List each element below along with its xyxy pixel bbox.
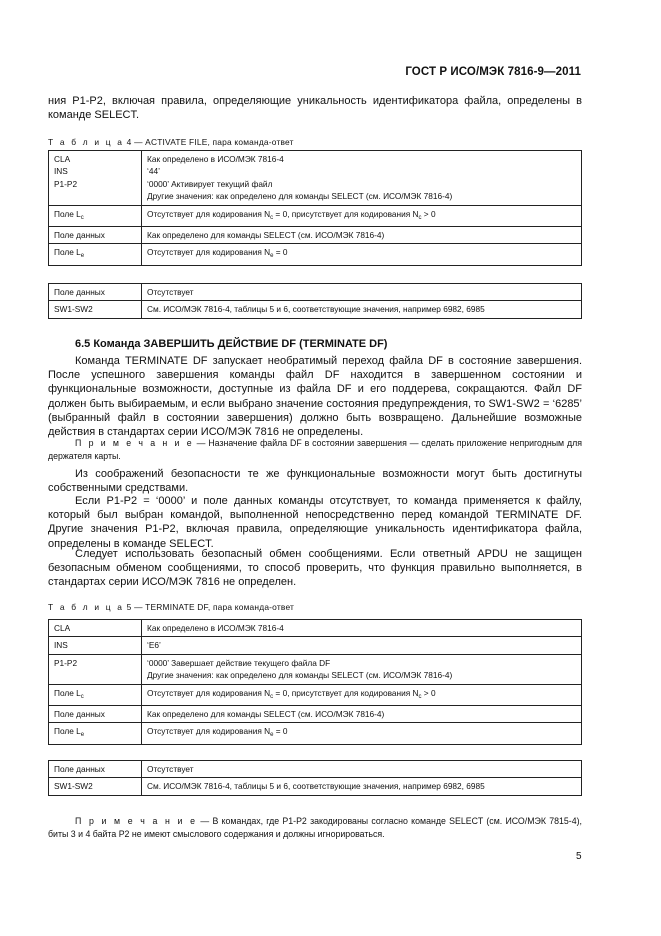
table-row: Поле $L_c$ Отсутствует для кодирования $N_c = 0$, присутствует для кодирования $N_c > 0$: [49, 205, 582, 226]
table-row: SW1-SW2 См. ИСО/МЭК 7816-4, таблицы 5 и 6, соответствующие значения, например 6982, 6985: [49, 778, 582, 795]
paragraph-security: Из соображений безопасности те же функциональные возможности могут быть достигнуты собственными средствами.: [48, 468, 582, 495]
note-2: П р и м е ч а н и е — В командах, где P1-P2 закодированы согласно команде SELECT (см. ИСО/МЭК 7815-4), биты 3 и 4 байта P2 не имеют смыслового содержания и должны игнорироваться.: [48, 816, 582, 839]
table-row: Поле данных Отсутствует: [49, 284, 582, 301]
section-heading: 6.5 Команда ЗАВЕРШИТЬ ДЕЙСТВИЕ DF (TERMINATE DF): [75, 338, 388, 350]
table-row: CLA Как определено в ИСО/МЭК 7816-4: [49, 620, 582, 637]
paragraph-terminate: Команда TERMINATE DF запускает необратимый переход файла DF в состояние завершения. После успешного завершения команды файл DF находится в завершенном состоянии и функциональные возможности, доступные из файла DF и его поддерева, сокращаются. Файл DF должен быть выбираемым, и если выбрано значение состояния предупреждения, то SW1-SW2 = ‘6285’ (выбранный файл в состоянии завершения) должно быть возвращено. Дальнейшие возможные действия в стандартах серии ИСО/МЭК 7816 не определены.: [48, 355, 582, 439]
page-number: 5: [576, 851, 582, 862]
paragraph-secure-messaging: Следует использовать безопасный обмен сообщениями. Если ответный APDU не защищен безопасным обменом сообщениями, то способ проверить, что функция правильно выполняется, в стандартах серии ИСО/МЭК 7816 не определен.: [48, 548, 582, 589]
table5-command: [48, 619, 582, 745]
note-1: П р и м е ч а н и е — Назначение файла DF в состоянии завершения — сделать приложение непригодным для держателя карты.: [48, 438, 582, 461]
table-row: Поле данных Отсутствует: [49, 761, 582, 778]
table5-response: [48, 760, 582, 796]
table4-command: [48, 150, 582, 266]
table4-caption: Т а б л и ц а 4 — ACTIVATE FILE, пара команда-ответ: [48, 137, 294, 147]
table-row: INS ‘E6’: [49, 637, 582, 654]
paragraph-p1p2: Если P1-P2 = ‘0000’ и поле данных команды отсутствует, то команда применяется к файлу, который был выбран командой, выполненной непосредственно перед командой TERMINATE DF. Другие значения P1-P2, включая правила, определяющие уникальность идентификатора файла, определены в команде SELECT.: [48, 495, 582, 550]
table-row: Поле $L_e$ Отсутствует для кодирования $N_e = 0$: [49, 723, 582, 744]
standard-header: ГОСТ Р ИСО/МЭК 7816-9—2011: [405, 66, 581, 78]
table-row: Поле данных Как определено для команды SELECT (см. ИСО/МЭК 7816-4): [49, 227, 582, 244]
paragraph-continuation: ния P1-P2, включая правила, определяющие уникальность идентификатора файла, определены в команде SELECT.: [48, 95, 582, 122]
table-row: P1-P2 ‘0000’ Завершает действие текущего файла DF Другие значения: как определено для команды SELECT (см. ИСО/МЭК 7816-4): [49, 654, 582, 684]
table4-response: [48, 283, 582, 319]
table5-caption: Т а б л и ц а 5 — TERMINATE DF, пара команда-ответ: [48, 602, 295, 612]
table-row: CLA INS P1-P2 Как определено в ИСО/МЭК 7816-4 ‘44’ ‘0000’ Активирует текущий файл Другие значения: как определено для команды SELECT (см. ИСО/МЭК 7816-4): [49, 151, 582, 206]
table-row: Поле данных Как определено для команды SELECT (см. ИСО/МЭК 7816-4): [49, 706, 582, 723]
table-row: Поле $L_e$ Отсутствует для кодирования $N_e = 0$: [49, 244, 582, 265]
table-row: SW1-SW2 См. ИСО/МЭК 7816-4, таблицы 5 и 6, соответствующие значения, например 6982, 6985: [49, 301, 582, 318]
table-row: Поле $L_c$ Отсутствует для кодирования $N_c = 0$, присутствует для кодирования $N_c > 0$: [49, 684, 582, 705]
